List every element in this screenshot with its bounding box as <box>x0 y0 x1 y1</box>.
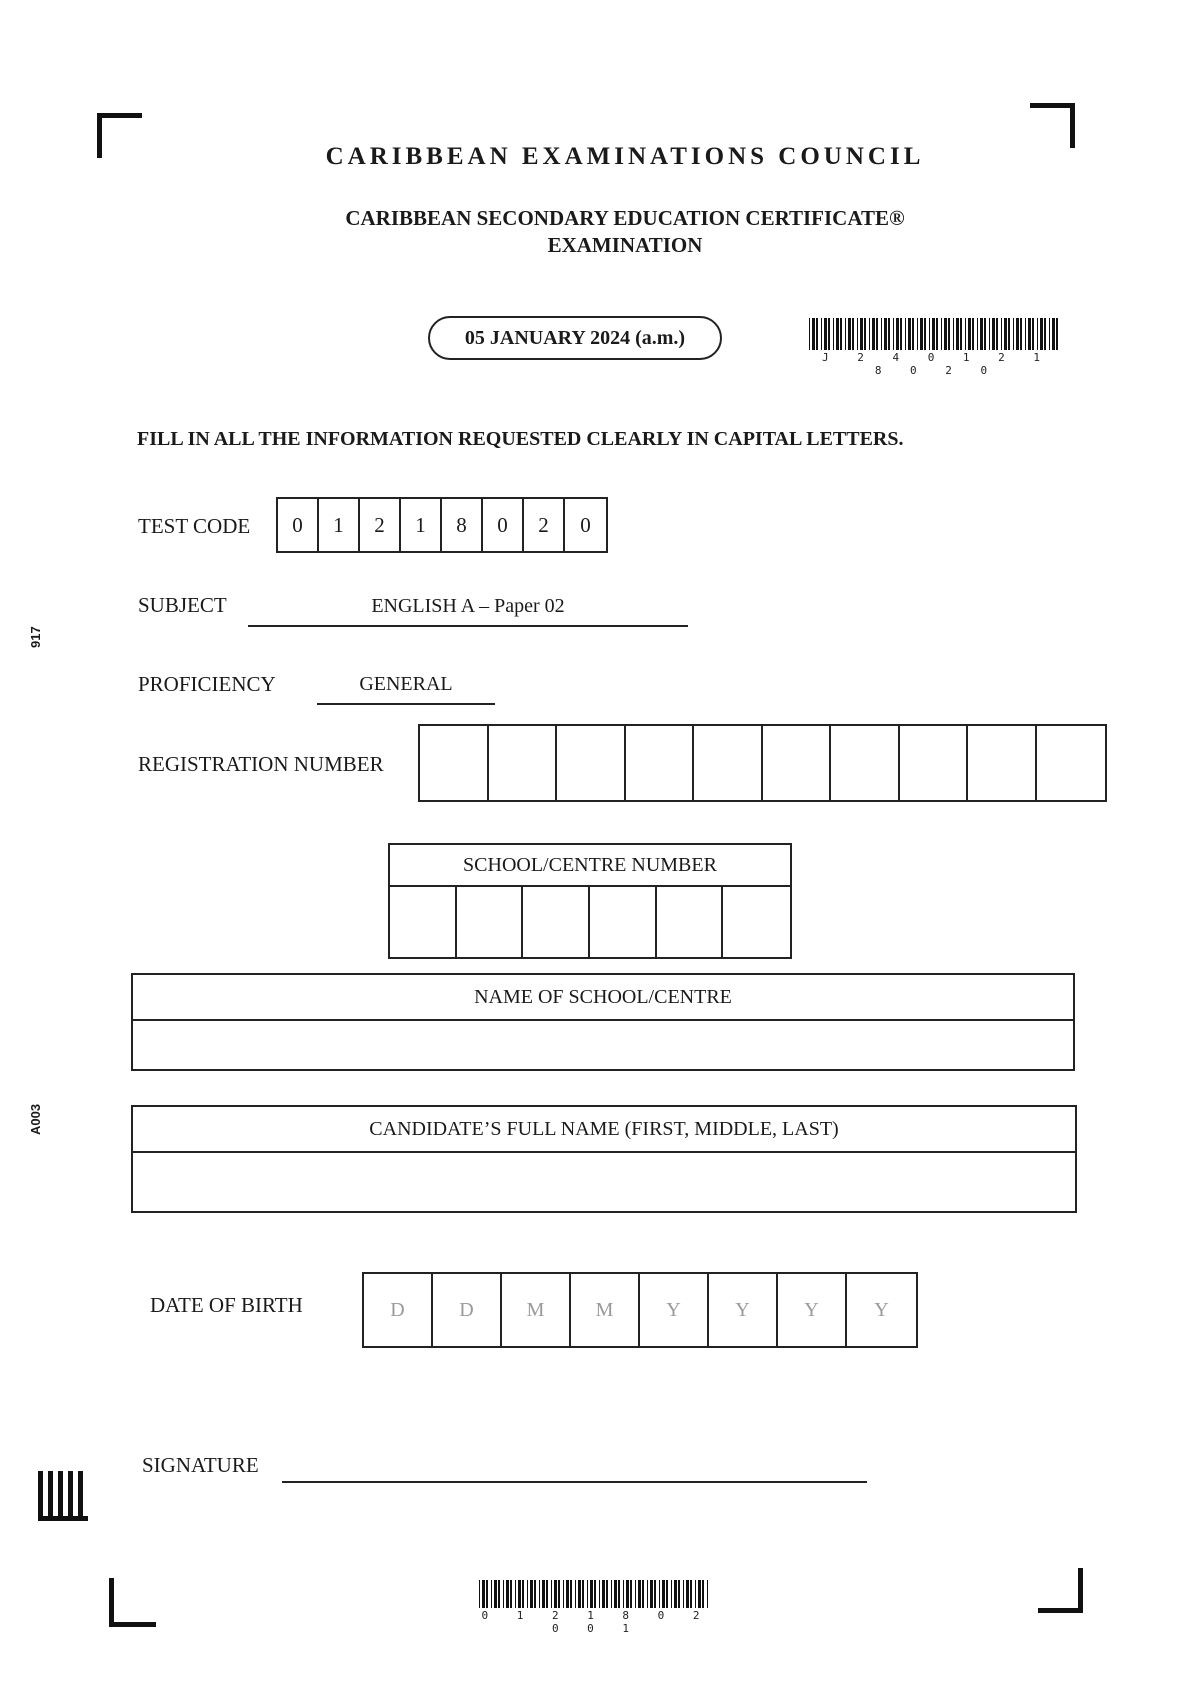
barcode-bar <box>1028 318 1031 350</box>
barcode-bar <box>936 318 938 350</box>
date-of-birth-cells <box>362 1272 918 1348</box>
barcode-bar <box>654 1580 656 1608</box>
barcode-bar <box>1040 318 1043 350</box>
barcode-bar <box>578 1580 581 1608</box>
signature-field[interactable] <box>282 1455 867 1483</box>
test-code-digit: 0 <box>580 512 591 537</box>
barcode-bar <box>671 1580 672 1608</box>
barcode-bar <box>678 1580 680 1608</box>
school-name-label: NAME OF SCHOOL/CENTRE <box>133 975 1073 1021</box>
barcode-bar <box>491 1580 492 1608</box>
barcode-bar <box>486 1580 488 1608</box>
barcode-bar <box>912 318 914 350</box>
corner-mark-bottom-left <box>109 1578 156 1627</box>
barcode-bar <box>683 1580 684 1608</box>
barcode-bar <box>602 1580 605 1608</box>
top-barcode-number: J 2 4 0 1 2 1 8 0 2 0 <box>821 351 1052 377</box>
barcode-bar <box>702 1580 704 1608</box>
registration-number-cell[interactable] <box>694 726 763 800</box>
barcode-bar <box>956 318 959 350</box>
corner-mark-bottom-right <box>1038 1568 1083 1613</box>
barcode-bar <box>1004 318 1007 350</box>
barcode-bar <box>917 318 918 350</box>
barcode-bar <box>647 1580 648 1608</box>
barcode-bar <box>606 1580 608 1608</box>
barcode-bar <box>503 1580 504 1608</box>
candidate-name-field[interactable] <box>133 1153 1075 1213</box>
barcode-bar <box>857 318 858 350</box>
barcode-bar <box>848 318 851 350</box>
barcode-bar <box>674 1580 677 1608</box>
registration-number-cell[interactable] <box>420 726 489 800</box>
barcode-bar <box>924 318 926 350</box>
barcode-bar <box>876 318 878 350</box>
barcode-bar <box>623 1580 624 1608</box>
barcode-bar <box>905 318 906 350</box>
bottom-barcode <box>479 1580 713 1635</box>
barcode-bar <box>575 1580 576 1608</box>
barcode-bar <box>542 1580 545 1608</box>
subject-field[interactable]: ENGLISH A – Paper 02 <box>248 595 688 627</box>
barcode-bar <box>1016 318 1019 350</box>
certificate-line: CARIBBEAN SECONDARY EDUCATION CERTIFICATE® <box>345 206 905 230</box>
barcode-bar <box>686 1580 689 1608</box>
barcode-bar <box>1044 318 1046 350</box>
barcode-bar <box>960 318 962 350</box>
barcode-bar <box>498 1580 500 1608</box>
date-of-birth-cell[interactable]: D <box>364 1274 433 1346</box>
margin-code-bottom: A003 <box>28 1103 43 1135</box>
school-centre-number-cell[interactable] <box>523 887 590 959</box>
test-code-digit: 1 <box>401 499 442 551</box>
test-code-digit: 0 <box>278 499 319 551</box>
barcode-bar <box>479 1580 480 1608</box>
barcode-bar <box>546 1580 548 1608</box>
registration-number-cell[interactable] <box>626 726 695 800</box>
barcode-bar <box>812 318 815 350</box>
school-centre-number-cells <box>390 887 790 959</box>
barcode-bar <box>638 1580 641 1608</box>
margin-code-top: 917 <box>28 626 43 648</box>
barcode-bar <box>527 1580 528 1608</box>
barcode-bar <box>534 1580 536 1608</box>
barcode-bar <box>626 1580 629 1608</box>
barcode-bar <box>941 318 942 350</box>
barcode-bar <box>869 318 870 350</box>
barcode-bar <box>590 1580 593 1608</box>
barcode-bar <box>650 1580 653 1608</box>
barcode-bar <box>896 318 899 350</box>
barcode-bar <box>1008 318 1010 350</box>
barcode-bar <box>977 318 978 350</box>
barcode-bar <box>618 1580 620 1608</box>
barcode-bar <box>965 318 966 350</box>
barcode-bar <box>944 318 947 350</box>
barcode-bar <box>599 1580 600 1608</box>
exam-date: 05 JANUARY 2024 (a.m.) <box>428 316 722 360</box>
barcode-bar <box>980 318 983 350</box>
barcode-bar <box>611 1580 612 1608</box>
barcode-bar <box>551 1580 552 1608</box>
school-name-box <box>131 973 1075 1071</box>
barcode-bar <box>690 1580 692 1608</box>
barcode-bar <box>695 1580 696 1608</box>
barcode-bar <box>1013 318 1014 350</box>
barcode-bar <box>635 1580 636 1608</box>
barcode-bar <box>582 1580 584 1608</box>
barcode-bar <box>984 318 986 350</box>
barcode-bar <box>570 1580 572 1608</box>
barcode-bar <box>1025 318 1026 350</box>
barcode-bar <box>900 318 902 350</box>
registration-number-cell[interactable] <box>968 726 1037 800</box>
barcode-bar <box>510 1580 512 1608</box>
barcode-bar <box>642 1580 644 1608</box>
barcode-bar <box>554 1580 557 1608</box>
barcode-bar <box>587 1580 588 1608</box>
registration-number-cells <box>418 724 1107 802</box>
examination-line: EXAMINATION <box>547 233 703 257</box>
registration-number-cell[interactable] <box>900 726 969 800</box>
barcode-bar <box>1020 318 1022 350</box>
barcode-bar <box>1052 318 1055 350</box>
barcode-bar <box>840 318 842 350</box>
school-centre-number-cell[interactable] <box>657 887 724 959</box>
barcode-bar <box>920 318 923 350</box>
date-of-birth-cell[interactable]: Y <box>640 1274 709 1346</box>
barcode-bar <box>836 318 839 350</box>
barcode-bar <box>1049 318 1050 350</box>
barcode-bar <box>864 318 866 350</box>
barcode-bar <box>594 1580 596 1608</box>
barcode-bar <box>506 1580 509 1608</box>
registration-number-cell[interactable] <box>763 726 832 800</box>
school-centre-number-cell[interactable] <box>723 887 790 959</box>
barcode-bar <box>1001 318 1002 350</box>
barcode-bar <box>1056 318 1058 350</box>
subject-label: SUBJECT <box>138 593 227 617</box>
barcode-bar <box>530 1580 533 1608</box>
test-code-cells <box>276 497 608 553</box>
instruction-text: FILL IN ALL THE INFORMATION REQUESTED CLEARLY IN CAPITAL LETTERS. <box>137 428 904 450</box>
barcode-bar <box>566 1580 569 1608</box>
barcode-bar <box>992 318 995 350</box>
barcode-bar <box>824 318 827 350</box>
barcode-bar <box>494 1580 497 1608</box>
registration-number-label: REGISTRATION NUMBER <box>138 752 384 776</box>
barcode-bar <box>972 318 974 350</box>
barcode-bar <box>659 1580 660 1608</box>
bottom-barcode-bars <box>479 1580 713 1608</box>
certificate-title <box>0 205 1200 259</box>
proficiency-label: PROFICIENCY <box>138 672 276 696</box>
barcode-bar <box>1037 318 1038 350</box>
barcode-bar <box>515 1580 516 1608</box>
matrix-module <box>83 1516 88 1521</box>
barcode-bar <box>948 318 950 350</box>
data-matrix-code <box>38 1471 88 1521</box>
test-code-digit: 2 <box>524 499 565 551</box>
school-centre-number-cell[interactable] <box>590 887 657 959</box>
barcode-bar <box>816 318 818 350</box>
test-code-digit: 1 <box>319 499 360 551</box>
barcode-bar <box>563 1580 564 1608</box>
school-centre-number-cell[interactable] <box>457 887 524 959</box>
barcode-bar <box>852 318 854 350</box>
test-code-digit: 0 <box>483 499 524 551</box>
date-of-birth-cell[interactable]: Y <box>874 1298 889 1321</box>
barcode-bar <box>666 1580 668 1608</box>
barcode-bar <box>872 318 875 350</box>
date-of-birth-label: DATE OF BIRTH <box>150 1293 303 1317</box>
proficiency-field[interactable]: GENERAL <box>317 673 495 705</box>
barcode-bar <box>884 318 887 350</box>
barcode-bar <box>828 318 830 350</box>
barcode-bar <box>482 1580 485 1608</box>
barcode-bar <box>888 318 890 350</box>
bottom-barcode-number: 0 1 2 1 8 0 2 0 0 1 <box>481 1609 711 1635</box>
date-of-birth-cell[interactable]: Y <box>778 1274 847 1346</box>
barcode-bar <box>881 318 882 350</box>
barcode-bar <box>630 1580 632 1608</box>
barcode-bar <box>845 318 846 350</box>
registration-number-cell[interactable] <box>1037 726 1106 800</box>
council-title: CARIBBEAN EXAMINATIONS COUNCIL <box>325 143 925 170</box>
barcode-bar <box>558 1580 560 1608</box>
barcode-bar <box>662 1580 665 1608</box>
barcode-bar <box>809 318 810 350</box>
top-barcode-bars <box>809 318 1064 350</box>
barcode-bar <box>821 318 822 350</box>
barcode-bar <box>929 318 930 350</box>
barcode-bar <box>1032 318 1034 350</box>
date-of-birth-cell[interactable]: M <box>502 1274 571 1346</box>
date-of-birth-cell[interactable]: M <box>571 1274 640 1346</box>
school-name-field[interactable] <box>133 1021 1073 1071</box>
top-barcode <box>809 318 1064 377</box>
school-centre-number-label: SCHOOL/CENTRE NUMBER <box>390 845 790 887</box>
test-code-label: TEST CODE <box>138 514 251 538</box>
test-code-digit: 8 <box>442 499 483 551</box>
registration-number-cell[interactable] <box>831 726 900 800</box>
date-of-birth-cell[interactable]: Y <box>709 1274 778 1346</box>
barcode-bar <box>968 318 971 350</box>
barcode-bar <box>908 318 911 350</box>
barcode-bar <box>539 1580 540 1608</box>
signature-label: SIGNATURE <box>142 1453 259 1477</box>
barcode-bar <box>518 1580 521 1608</box>
barcode-bar <box>833 318 834 350</box>
barcode-bar <box>614 1580 617 1608</box>
barcode-bar <box>707 1580 708 1608</box>
registration-number-cell[interactable] <box>489 726 558 800</box>
barcode-bar <box>860 318 863 350</box>
registration-number-cell[interactable] <box>557 726 626 800</box>
barcode-bar <box>522 1580 524 1608</box>
barcode-bar <box>698 1580 701 1608</box>
barcode-bar <box>996 318 998 350</box>
candidate-name-box <box>131 1105 1077 1213</box>
school-centre-number-cell[interactable] <box>390 887 457 959</box>
barcode-bar <box>932 318 935 350</box>
corner-mark-top-right <box>1030 103 1075 148</box>
barcode-bar <box>893 318 894 350</box>
school-centre-number-box <box>388 843 792 959</box>
date-of-birth-cell[interactable]: D <box>433 1274 502 1346</box>
barcode-bar <box>953 318 954 350</box>
test-code-digit: 2 <box>360 499 401 551</box>
barcode-bar <box>989 318 990 350</box>
candidate-name-label: CANDIDATE’S FULL NAME (FIRST, MIDDLE, LAST) <box>133 1107 1075 1153</box>
